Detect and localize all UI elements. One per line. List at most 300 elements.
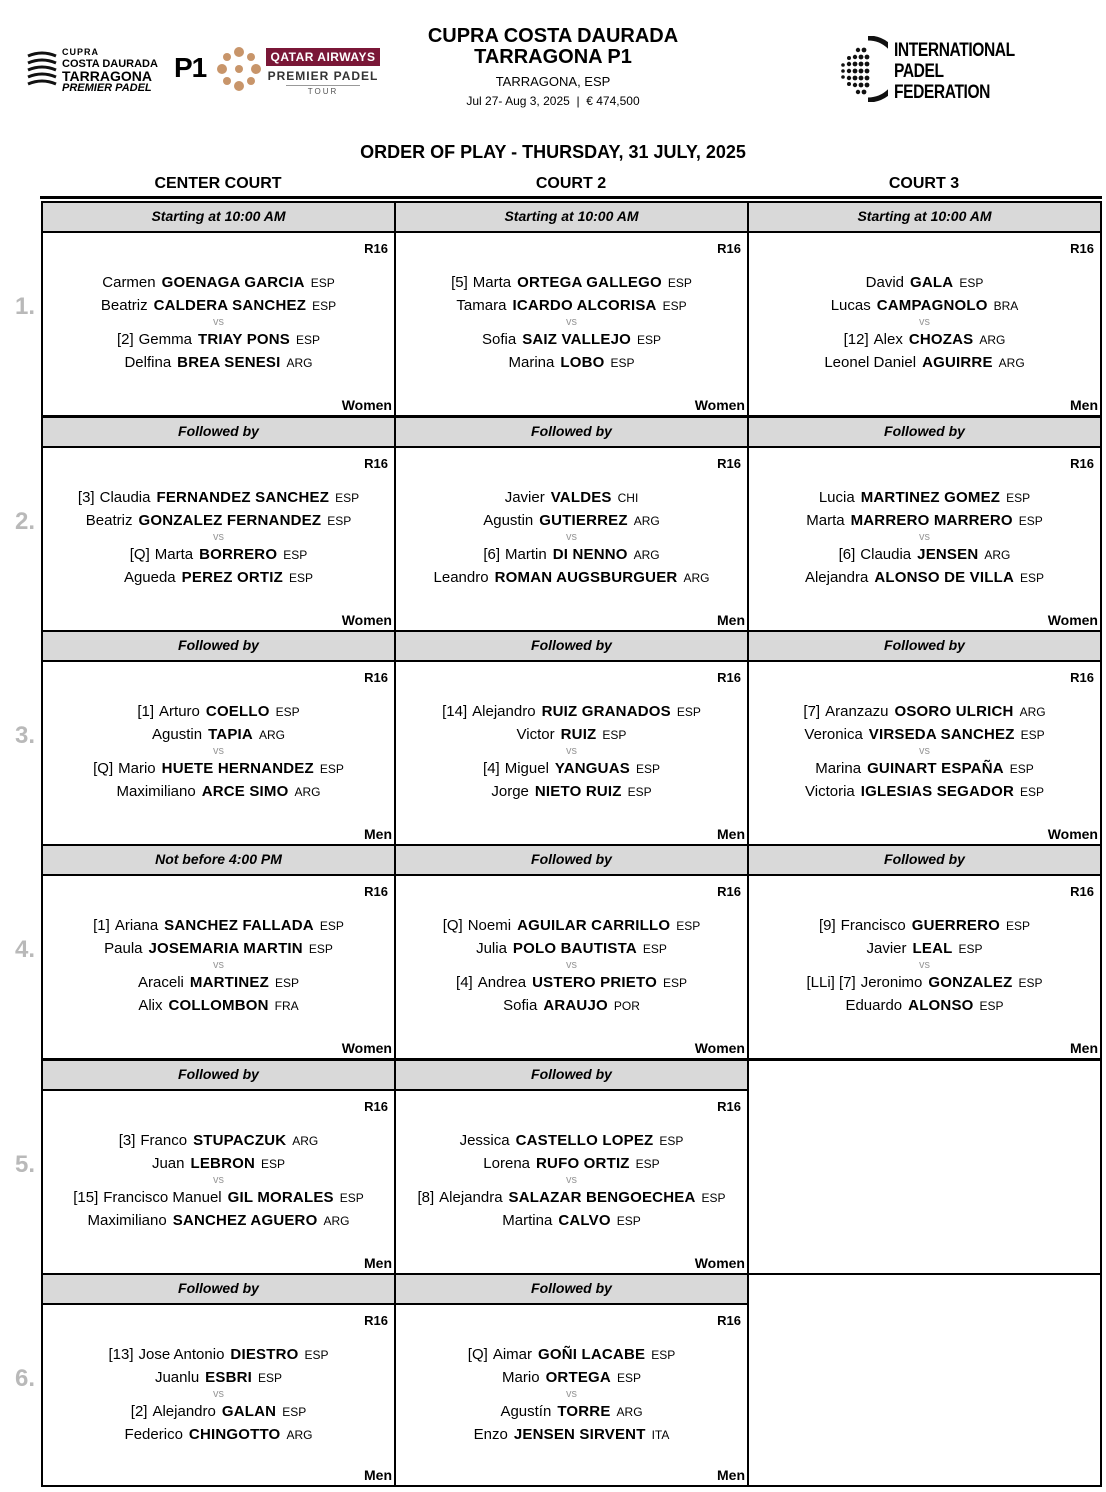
match-category: Women <box>341 612 392 628</box>
player-country: ARG <box>286 1428 313 1442</box>
match-players <box>43 914 394 1017</box>
player-last-name: GUERRERO <box>911 917 1000 934</box>
player-first-name: Agustín <box>500 1403 552 1420</box>
match-category: Men <box>364 826 392 842</box>
player-country: ESP <box>659 1134 684 1148</box>
time-slot-bar: Followed by <box>394 416 749 448</box>
player-seed: [3] <box>118 1132 136 1149</box>
player-country: ESP <box>959 276 984 290</box>
player-last-name: AGUIRRE <box>922 354 993 371</box>
player-line <box>43 1400 394 1423</box>
time-slot-bar: Followed by <box>747 844 1102 876</box>
player-first-name: Javier <box>866 940 907 957</box>
player-line <box>43 1366 394 1389</box>
player-seed: [7] <box>803 703 821 720</box>
player-last-name: DIESTRO <box>230 1346 299 1363</box>
player-country: ARG <box>683 571 710 585</box>
row-number: 3. <box>14 722 35 749</box>
player-first-name: Marta <box>154 546 194 563</box>
player-line <box>43 543 394 566</box>
match-players <box>396 271 747 374</box>
player-first-name: Agustin <box>483 512 534 529</box>
p1-label: P1 <box>174 52 207 83</box>
player-seed: [LLi] [7] <box>806 974 856 991</box>
match-round: R16 <box>717 670 741 685</box>
player-line <box>749 994 1100 1017</box>
player-line <box>396 1400 747 1423</box>
player-first-name: Gemma <box>138 331 192 348</box>
match-round: R16 <box>717 1099 741 1114</box>
player-line <box>396 294 747 317</box>
player-line <box>43 271 394 294</box>
player-line <box>396 1152 747 1175</box>
vs-separator: vs <box>919 316 930 328</box>
match-card[interactable] <box>394 231 749 417</box>
row-number: 1. <box>14 293 35 320</box>
order-of-play-title: ORDER OF PLAY - THURSDAY, 31 JULY, 2025 <box>360 142 746 162</box>
player-first-name: Leonel Daniel <box>824 354 917 371</box>
player-line <box>396 1129 747 1152</box>
court-header-center: CENTER COURT <box>154 175 282 192</box>
time-slot-bar: Starting at 10:00 AM <box>747 201 1102 233</box>
player-line <box>396 914 747 937</box>
player-last-name: MARTINEZ GOMEZ <box>860 489 1001 506</box>
match-card[interactable] <box>747 874 1102 1060</box>
player-first-name: Agustin <box>152 726 203 743</box>
player-country: ESP <box>979 999 1004 1013</box>
cupra-costa-daurada: COSTA DAURADA <box>62 58 158 70</box>
player-line <box>396 723 747 746</box>
player-last-name: CASTELLO LOPEZ <box>515 1132 654 1149</box>
player-line <box>396 351 747 374</box>
player-country: ARG <box>1019 705 1046 719</box>
player-first-name: Alex <box>873 331 903 348</box>
player-country: ESP <box>1018 514 1043 528</box>
player-last-name: MARRERO MARRERO <box>850 512 1013 529</box>
player-last-name: JENSEN SIRVENT <box>513 1426 646 1443</box>
player-country: ARG <box>633 514 660 528</box>
match-category: Men <box>717 826 745 842</box>
cupra-tarragona-logo-icon <box>26 50 58 88</box>
player-line <box>396 1366 747 1389</box>
player-first-name: Agueda <box>123 569 176 586</box>
player-last-name: SANCHEZ AGUERO <box>172 1212 318 1229</box>
player-last-name: POLO BAUTISTA <box>512 940 637 957</box>
match-category: Women <box>694 1040 745 1056</box>
cupra-tarragona: TARRAGONA <box>62 68 152 84</box>
player-line <box>396 700 747 723</box>
match-card[interactable] <box>394 1303 749 1487</box>
player-last-name: OSORO ULRICH <box>894 703 1014 720</box>
player-country: FRA <box>274 999 299 1013</box>
premier-padel-star-icon <box>216 46 262 92</box>
time-slot-bar: Followed by <box>394 630 749 662</box>
player-first-name: Mario <box>502 1369 540 1386</box>
fip-logo <box>838 36 1038 106</box>
match-category: Women <box>341 397 392 413</box>
player-line <box>749 566 1100 589</box>
empty-slot <box>747 1059 1102 1275</box>
player-seed: [1] <box>93 917 110 934</box>
player-country: ESP <box>274 976 299 990</box>
match-round: R16 <box>364 884 388 899</box>
player-line <box>749 937 1100 960</box>
player-first-name: Eduardo <box>845 997 903 1014</box>
player-country: ESP <box>282 1405 307 1419</box>
player-last-name: GALA <box>910 274 954 291</box>
player-first-name: Maximiliano <box>116 783 196 800</box>
player-country: ESP <box>637 333 662 347</box>
player-last-name: ALONSO <box>908 997 974 1014</box>
vs-separator: vs <box>566 1388 577 1400</box>
time-slot-bar: Followed by <box>747 630 1102 662</box>
player-last-name: RUIZ <box>560 726 597 743</box>
player-country: ESP <box>319 762 344 776</box>
match-card[interactable] <box>747 660 1102 846</box>
match-card[interactable] <box>747 446 1102 632</box>
player-first-name: Andrea <box>477 974 527 991</box>
match-card[interactable] <box>394 660 749 846</box>
player-first-name: Jeronimo <box>860 974 923 991</box>
player-country: ESP <box>958 942 983 956</box>
player-line <box>749 486 1100 509</box>
player-last-name: USTERO PRIETO <box>532 974 657 991</box>
player-country: ARG <box>984 548 1011 562</box>
player-line <box>396 937 747 960</box>
player-first-name: Alejandra <box>439 1189 503 1206</box>
player-line <box>396 486 747 509</box>
time-slot-bar: Followed by <box>41 1273 396 1305</box>
player-line <box>396 1186 747 1209</box>
court-header-court3: COURT 3 <box>888 175 960 192</box>
player-line <box>43 486 394 509</box>
qatar-premier-padel-logo <box>266 48 380 96</box>
match-card[interactable] <box>747 231 1102 417</box>
player-last-name: GONZALEZ FERNANDEZ <box>138 512 322 529</box>
qatar-airways-label: QATAR AIRWAYS <box>266 48 380 66</box>
player-last-name: HUETE HERNANDEZ <box>161 760 314 777</box>
player-first-name: Araceli <box>138 974 184 991</box>
player-last-name: RUIZ GRANADOS <box>541 703 671 720</box>
match-card[interactable] <box>41 1089 396 1275</box>
player-country: ESP <box>289 571 314 585</box>
player-line <box>749 294 1100 317</box>
player-country: POR <box>613 999 640 1013</box>
court-header-court2: COURT 2 <box>535 175 607 192</box>
vs-separator: vs <box>213 959 224 971</box>
vs-separator: vs <box>213 745 224 757</box>
empty-slot <box>747 1273 1102 1487</box>
player-seed: [14] <box>442 703 468 720</box>
match-round: R16 <box>1070 670 1094 685</box>
match-players <box>396 700 747 803</box>
player-country: ESP <box>1009 762 1034 776</box>
player-last-name: ARCE SIMO <box>201 783 289 800</box>
player-country: ESP <box>312 299 337 313</box>
player-first-name: Marina <box>508 354 555 371</box>
vs-separator: vs <box>213 1388 224 1400</box>
player-country: ESP <box>662 299 687 313</box>
match-category: Men <box>1070 397 1098 413</box>
player-first-name: David <box>865 274 905 291</box>
row-number: 4. <box>14 936 35 963</box>
player-first-name: Francisco Manuel <box>103 1189 222 1206</box>
player-country: ESP <box>339 1191 364 1205</box>
player-first-name: Jose Antonio <box>138 1346 225 1363</box>
player-first-name: Juanlu <box>154 1369 200 1386</box>
match-category: Women <box>694 397 745 413</box>
time-slot-bar: Followed by <box>747 416 1102 448</box>
player-line <box>43 757 394 780</box>
player-last-name: ORTEGA <box>545 1369 611 1386</box>
player-first-name: Maximiliano <box>87 1212 167 1229</box>
player-first-name: Sofia <box>481 331 517 348</box>
time-slot-bar: Followed by <box>394 1059 749 1091</box>
player-last-name: BORRERO <box>199 546 278 563</box>
player-last-name: VALDES <box>550 489 612 506</box>
player-country: ESP <box>275 705 300 719</box>
player-first-name: Lucia <box>818 489 855 506</box>
player-country: ESP <box>1005 919 1030 933</box>
player-last-name: CALDERA SANCHEZ <box>153 297 307 314</box>
match-card[interactable] <box>394 1089 749 1275</box>
player-last-name: MARTINEZ <box>189 974 269 991</box>
fip-line2: PADEL <box>894 61 944 82</box>
event-title-line1: CUPRA COSTA DAURADA <box>427 25 679 47</box>
player-first-name: Arturo <box>159 703 200 720</box>
player-country: ARG <box>258 728 285 742</box>
match-round: R16 <box>364 670 388 685</box>
player-last-name: PEREZ ORTIZ <box>181 569 284 586</box>
player-line <box>396 1209 747 1232</box>
player-seed: [2] <box>116 331 134 348</box>
vs-separator: vs <box>213 531 224 543</box>
vs-separator: vs <box>566 531 577 543</box>
player-country: ITA <box>651 1428 670 1442</box>
match-round: R16 <box>1070 884 1094 899</box>
player-last-name: GONZALEZ <box>928 974 1013 991</box>
fip-line1: INTERNATIONAL <box>894 40 1015 61</box>
player-last-name: ESBRI <box>205 1369 253 1386</box>
player-first-name: Noemi <box>467 917 512 934</box>
time-slot-bar: Starting at 10:00 AM <box>394 201 749 233</box>
player-line <box>43 1152 394 1175</box>
player-line <box>43 566 394 589</box>
event-header <box>400 26 706 108</box>
player-country: ESP <box>1018 976 1043 990</box>
match-card[interactable] <box>394 446 749 632</box>
player-first-name: Federico <box>124 1426 183 1443</box>
player-country: ESP <box>327 514 352 528</box>
vs-separator: vs <box>213 1174 224 1186</box>
player-first-name: Martin <box>505 546 547 563</box>
match-players <box>396 914 747 1017</box>
player-last-name: GALAN <box>221 1403 277 1420</box>
player-line <box>396 971 747 994</box>
player-country: ARG <box>616 1405 643 1419</box>
player-country: ESP <box>635 762 660 776</box>
time-slot-bar: Followed by <box>41 1059 396 1091</box>
player-last-name: DI NENNO <box>552 546 628 563</box>
fip-ball-icon <box>838 36 888 102</box>
player-first-name: Marta <box>806 512 845 529</box>
player-seed: [4] <box>456 974 473 991</box>
vs-separator: vs <box>919 959 930 971</box>
match-card[interactable] <box>394 874 749 1060</box>
fip-text-block <box>894 40 1015 103</box>
player-first-name: Lorena <box>483 1155 531 1172</box>
match-card[interactable] <box>41 874 396 1060</box>
match-players <box>749 700 1100 803</box>
player-line <box>396 271 747 294</box>
player-line <box>749 509 1100 532</box>
match-category: Women <box>694 1255 745 1271</box>
player-first-name: Mario <box>118 760 156 777</box>
player-line <box>396 509 747 532</box>
match-category: Men <box>717 612 745 628</box>
player-line <box>43 723 394 746</box>
match-card[interactable] <box>41 446 396 632</box>
player-last-name: GUTIERREZ <box>539 512 628 529</box>
match-round: R16 <box>717 456 741 471</box>
player-first-name: Claudia <box>99 489 151 506</box>
player-first-name: Leandro <box>433 569 489 586</box>
player-first-name: Alejandro <box>152 1403 216 1420</box>
player-line <box>749 543 1100 566</box>
player-seed: [1] <box>137 703 155 720</box>
time-slot-bar: Starting at 10:00 AM <box>41 201 396 233</box>
player-last-name: CHOZAS <box>908 331 974 348</box>
player-line <box>396 994 747 1017</box>
player-line <box>396 328 747 351</box>
player-last-name: LOBO <box>560 354 605 371</box>
match-players <box>43 271 394 374</box>
match-category: Men <box>364 1467 392 1483</box>
player-line <box>43 937 394 960</box>
player-seed: [Q] <box>467 1346 488 1363</box>
player-line <box>43 1209 394 1232</box>
vs-separator: vs <box>566 959 577 971</box>
player-first-name: Claudia <box>860 546 912 563</box>
match-round: R16 <box>364 241 388 256</box>
match-round: R16 <box>364 1313 388 1328</box>
fip-line3: FEDERATION <box>894 82 991 103</box>
player-country: ESP <box>676 705 701 719</box>
player-seed: [9] <box>818 917 836 934</box>
player-line <box>43 700 394 723</box>
player-first-name: Carmen <box>102 274 156 291</box>
player-line <box>43 294 394 317</box>
tour-label: TOUR <box>286 85 360 96</box>
player-country: ARG <box>323 1214 350 1228</box>
player-country: ESP <box>310 276 335 290</box>
match-card[interactable] <box>41 231 396 417</box>
player-first-name: Delfina <box>124 354 172 371</box>
player-last-name: SALAZAR BENGOECHEA <box>508 1189 696 1206</box>
time-slot-bar: Followed by <box>394 1273 749 1305</box>
player-last-name: STUPACZUK <box>193 1132 287 1149</box>
player-last-name: GOÑI LACABE <box>537 1346 646 1363</box>
player-first-name: Alejandro <box>472 703 536 720</box>
player-first-name: Martina <box>502 1212 553 1229</box>
vs-separator: vs <box>566 745 577 757</box>
player-last-name: GUINART ESPAÑA <box>867 760 1004 777</box>
match-card[interactable] <box>41 1303 396 1487</box>
player-line <box>43 1423 394 1446</box>
player-line <box>43 971 394 994</box>
match-players <box>396 486 747 589</box>
header-divider <box>40 196 1102 199</box>
time-slot-bar: Not before 4:00 PM <box>41 844 396 876</box>
player-country: ARG <box>292 1134 319 1148</box>
player-last-name: VIRSEDA SANCHEZ <box>868 726 1015 743</box>
player-last-name: TORRE <box>557 1403 611 1420</box>
player-line <box>749 757 1100 780</box>
player-last-name: ORTEGA GALLEGO <box>517 274 662 291</box>
player-line <box>749 971 1100 994</box>
player-country: ESP <box>602 728 627 742</box>
player-last-name: FERNANDEZ SANCHEZ <box>156 489 330 506</box>
player-last-name: LEAL <box>912 940 953 957</box>
player-line <box>43 1186 394 1209</box>
premier-padel-label: PREMIER PADEL <box>267 69 379 83</box>
player-seed: [6] <box>483 546 501 563</box>
player-first-name: Marina <box>815 760 862 777</box>
player-last-name: TRIAY PONS <box>197 331 291 348</box>
player-country: ESP <box>319 919 344 933</box>
match-card[interactable] <box>41 660 396 846</box>
tournament-logos <box>26 46 379 96</box>
player-line <box>396 566 747 589</box>
match-players <box>749 271 1100 374</box>
match-players <box>43 700 394 803</box>
player-country: ARG <box>633 548 660 562</box>
player-seed: [5] <box>451 274 468 291</box>
player-country: ESP <box>616 1371 641 1385</box>
vs-separator: vs <box>566 316 577 328</box>
time-slot-bar: Followed by <box>41 416 396 448</box>
match-round: R16 <box>717 241 741 256</box>
match-round: R16 <box>1070 241 1094 256</box>
player-last-name: COELLO <box>205 703 270 720</box>
player-first-name: Beatriz <box>85 512 133 529</box>
player-first-name: Jessica <box>459 1132 510 1149</box>
time-slot-bar: Followed by <box>41 630 396 662</box>
vs-separator: vs <box>566 1174 577 1186</box>
vs-separator: vs <box>919 745 930 757</box>
player-first-name: Paula <box>104 940 143 957</box>
player-country: ESP <box>676 919 701 933</box>
player-country: ESP <box>261 1157 286 1171</box>
player-line <box>396 543 747 566</box>
player-first-name: Victor <box>516 726 555 743</box>
match-category: Women <box>1047 826 1098 842</box>
player-first-name: Veronica <box>804 726 863 743</box>
player-first-name: Javier <box>504 489 545 506</box>
match-category: Men <box>364 1255 392 1271</box>
player-country: ESP <box>1020 728 1045 742</box>
time-slot-bar: Followed by <box>394 844 749 876</box>
player-last-name: RUFO ORTIZ <box>536 1155 630 1172</box>
match-players <box>43 1343 394 1446</box>
player-country: ARG <box>294 785 321 799</box>
row-number: 6. <box>14 1365 35 1392</box>
player-seed: [2] <box>130 1403 148 1420</box>
vs-separator: vs <box>919 531 930 543</box>
player-line <box>43 914 394 937</box>
player-first-name: Miguel <box>504 760 549 777</box>
player-country: ESP <box>667 276 692 290</box>
